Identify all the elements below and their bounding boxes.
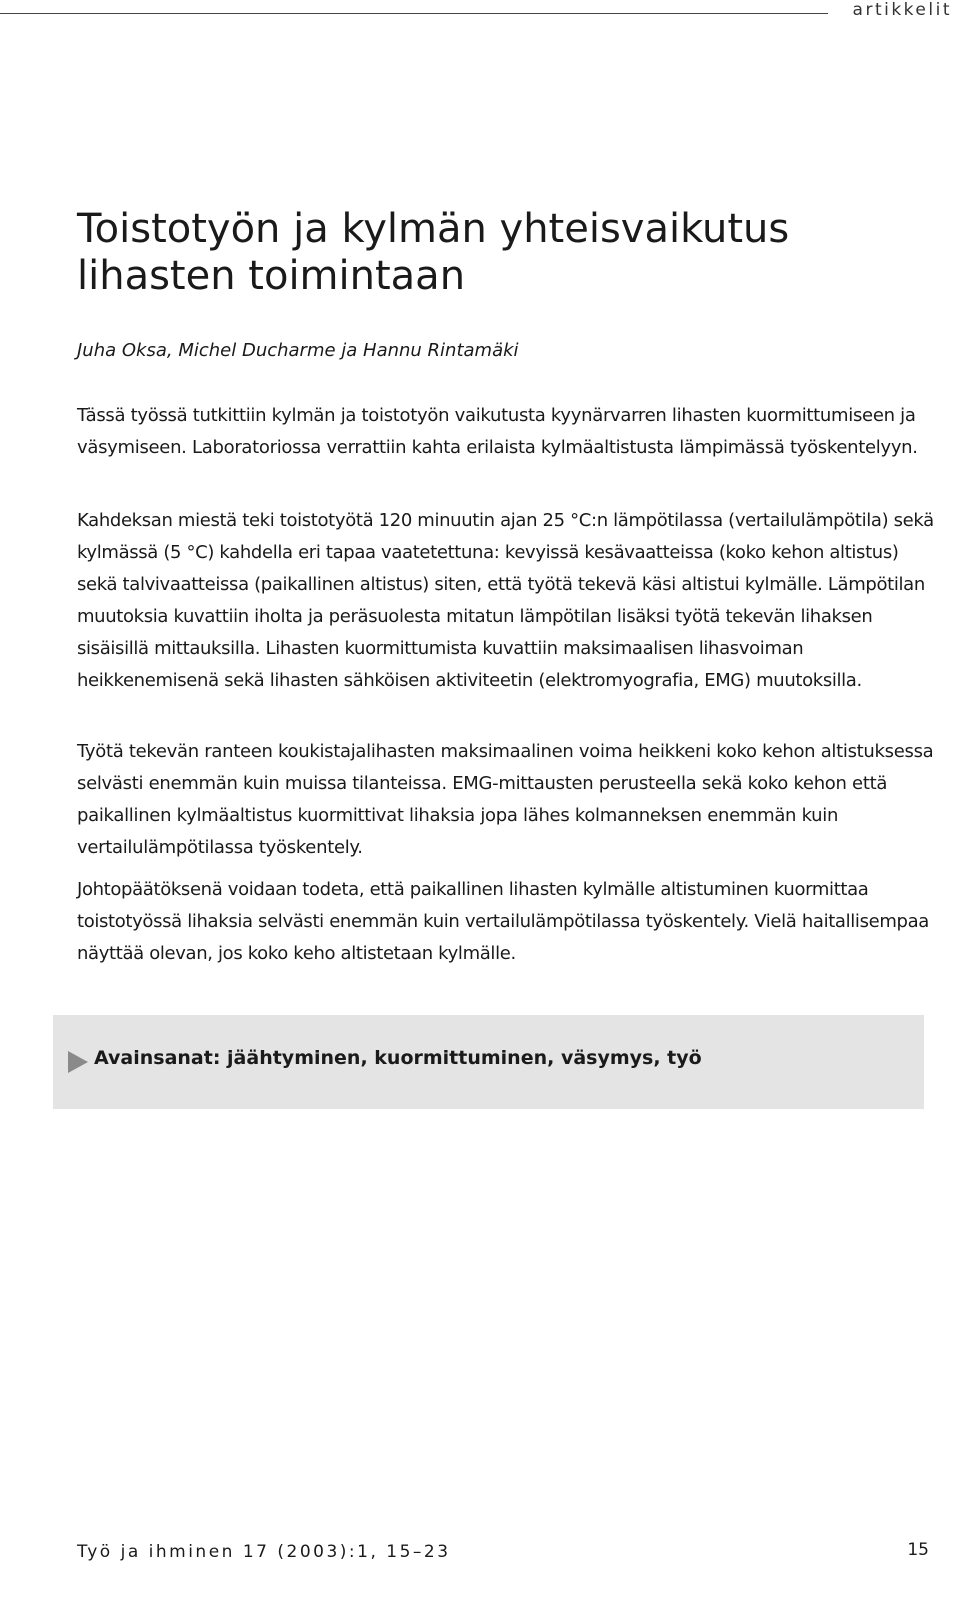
keywords-text: Avainsanat: jäähtyminen, kuormittuminen, väsymys, työ bbox=[94, 1047, 702, 1069]
article-title bbox=[77, 206, 937, 300]
header-rule bbox=[0, 13, 828, 14]
paragraph-1: Tässä työssä tutkittiin kylmän ja toistotyön vaikutusta kyynärvarren lihasten kuormittumiseen ja väsymiseen. Laboratoriossa verrattiin kahta erilaista kylmäaltistusta lämpimässä työskentelyyn. bbox=[77, 405, 918, 458]
keywords-box bbox=[53, 1015, 924, 1109]
footer-journal-citation: Työ ja ihminen 17 (2003):1, 15–23 bbox=[77, 1542, 451, 1562]
title-line-2: lihasten toimintaan bbox=[77, 253, 466, 299]
title-line-1: Toistotyön ja kylmän yhteisvaikutus bbox=[77, 206, 790, 252]
paragraph-3: Työtä tekevän ranteen koukistajalihasten maksimaalinen voima heikkeni koko kehon altistuksessa selvästi enemmän kuin muissa tilanteissa. EMG-mittausten perusteella sekä koko kehon että paikallinen kylmäaltistus kuormittivat lihaksia jopa lähes kolmanneksen enemmän kuin vertailulämpötilassa työskentely. bbox=[77, 741, 934, 858]
paragraph-4: Johtopäätöksenä voidaan todeta, että paikallinen lihasten kylmälle altistuminen kuormittaa toistotyössä lihaksia selvästi enemmän kuin vertailulämpötilassa työskentely. Vielä haitallisempaa näyttää olevan, jos koko keho altistetaan kylmälle. bbox=[77, 879, 929, 964]
page-number: 15 bbox=[907, 1540, 929, 1560]
triangle-bullet-icon bbox=[68, 1051, 88, 1073]
paragraph-2: Kahdeksan miestä teki toistotyötä 120 minuutin ajan 25 °C:n lämpötilassa (vertailulämpötila) sekä kylmässä (5 °C) kahdella eri tapaa vaatetettuna: kevyissä kesävaatteissa (koko kehon altistus) sekä talvivaatteissa (paikallinen altistus) siten, että työtä tekevä käsi altistui kylmälle. Lämpötilan muutoksia kuvattiin iholta ja peräsuolesta mitatun lämpötilan lisäksi työtä tekevän lihaksen sisäisillä mittauksilla. Lihasten kuormittumista kuvattiin maksimaalisen lihasvoiman heikkenemisenä sekä lihasten sähköisen aktiviteetin (elektromyografia, EMG) muutoksilla. bbox=[77, 510, 934, 691]
authors: Juha Oksa, Michel Ducharme ja Hannu Rintamäki bbox=[77, 340, 519, 361]
section-label: artikkelit bbox=[852, 0, 952, 20]
